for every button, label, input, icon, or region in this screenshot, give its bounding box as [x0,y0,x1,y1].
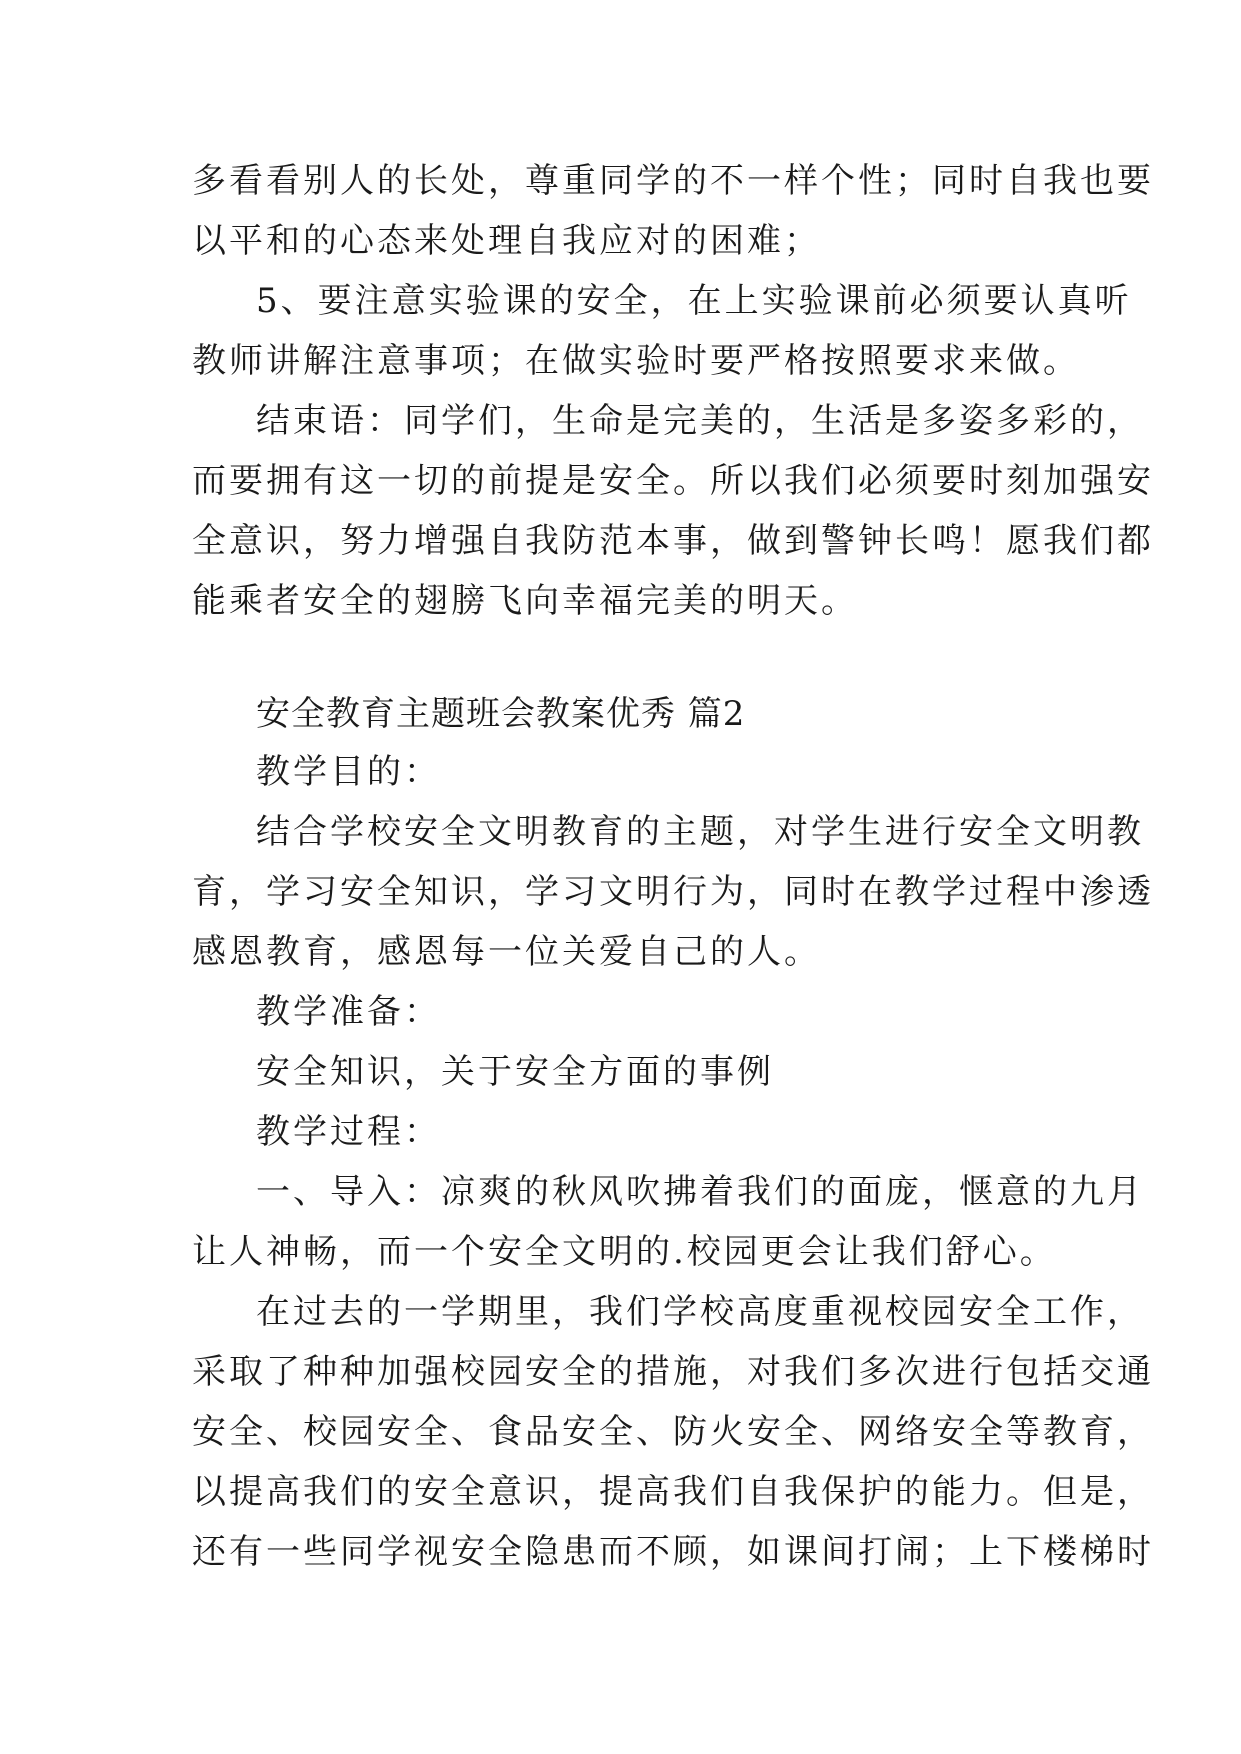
body-text-line: 采取了种种加强校园安全的措施，对我们多次进行包括交通 [192,1352,1154,1392]
body-text-line: 5、要注意实验课的安全，在上实验课前必须要认真听 [256,281,1132,321]
body-text-line: 还有一些同学视安全隐患而不顾，如课间打闹；上下楼梯时 [192,1532,1154,1572]
body-text-line: 安全知识，关于安全方面的事例 [256,1052,774,1092]
body-text-line: 教学过程： [256,1112,441,1152]
body-text-line: 教学目的： [256,752,441,792]
body-text-line: 安全、校园安全、食品安全、防火安全、网络安全等教育， [192,1412,1154,1452]
section-heading: 安全教育主题班会教案优秀 篇2 [256,694,746,734]
body-text-line: 以提高我们的安全意识，提高我们自我保护的能力。但是， [192,1472,1154,1512]
body-text-line: 以平和的心态来处理自我应对的困难； [192,221,821,261]
body-text-line: 结合学校安全文明教育的主题，对学生进行安全文明教 [256,812,1144,852]
body-text-line: 一、导入：凉爽的秋风吹拂着我们的面庞，惬意的九月 [256,1172,1144,1212]
body-text-line: 教师讲解注意事项；在做实验时要严格按照要求来做。 [192,341,1080,381]
body-text-line: 感恩教育，感恩每一位关爱自己的人。 [192,932,821,972]
body-text-line: 多看看别人的长处，尊重同学的不一样个性；同时自我也要 [192,161,1154,201]
body-text-line: 能乘者安全的翅膀飞向幸福完美的明天。 [192,581,858,621]
body-text-line: 教学准备： [256,992,441,1032]
body-text-line: 而要拥有这一切的前提是安全。所以我们必须要时刻加强安 [192,461,1154,501]
body-text-line: 结束语：同学们，生命是完美的，生活是多姿多彩的， [256,401,1144,441]
body-text-line: 在过去的一学期里，我们学校高度重视校园安全工作， [256,1292,1144,1332]
body-text-line: 让人神畅，而一个安全文明的.校园更会让我们舒心。 [192,1232,1057,1272]
body-text-line: 全意识，努力增强自我防范本事，做到警钟长鸣！愿我们都 [192,521,1154,561]
body-text-line: 育，学习安全知识，学习文明行为，同时在教学过程中渗透 [192,872,1154,912]
